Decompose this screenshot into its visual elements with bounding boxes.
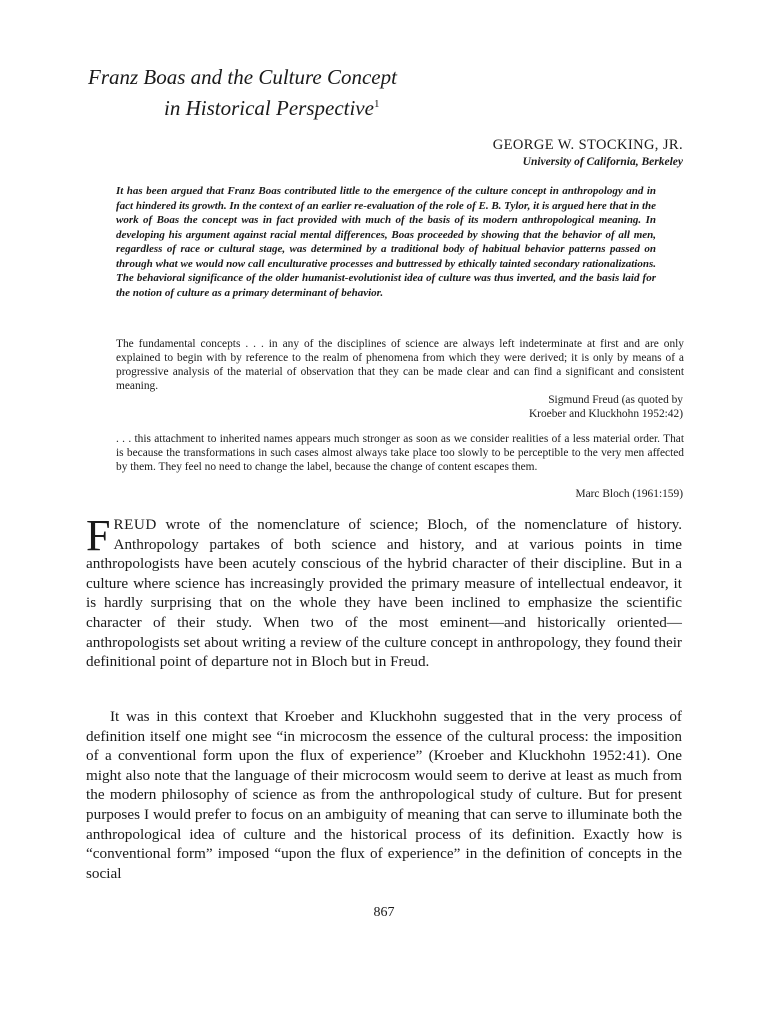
author-affiliation: University of California, Berkeley <box>522 156 683 168</box>
article-title <box>88 64 608 122</box>
epigraph-freud-attribution <box>529 393 683 421</box>
title-line-2-wrap <box>88 91 608 122</box>
body-paragraph-1-text: wrote of the nomenclature of science; Bloch, of the nomenclature of history. Anthropology partakes of both science and history, and at various points in time anthropologists have been acutely conscious of the hybrid character of their discipline. But in a culture where science has increasingly provided the primary measure of intellectual endeavor, it is hardly surprising that on the whole they have been inclined to emphasize the scientific character of their study. When two of the most eminent—and historically oriented—anthropologists set about writing a review of the culture concept in anthropology, they found their definitional point of departure not in Bloch but in Freud. <box>86 516 682 671</box>
title-footnote-marker: 1 <box>373 98 380 110</box>
epigraph-freud-attribution-line1: Sigmund Freud (as quoted by <box>548 394 683 406</box>
body-paragraph-1 <box>86 511 682 672</box>
abstract: It has been argued that Franz Boas contributed little to the emergence of the culture concept in anthropology and in fact hindered its growth. In the context of an earlier re-evaluation of the role of E. B. Tylor, it is argued here that in the work of Boas the concept was in fact provided with much of the basis of its modern anthropological meaning. In developing his argument against racial mental differences, Boas proceeded by showing that the behavior of all men, regardless of race or cultural stage, was determined by a traditional body of habitual behavior patterns passed on through what we would now call enculturative processes and buttressed by ethically tainted secondary rationalizations. The behavioral significance of the older humanist-evolutionist idea of culture was thus inverted, and the basis laid for the notion of culture as a primary determinant of behavior. <box>116 185 656 299</box>
page-number: 867 <box>373 905 395 920</box>
epigraph-bloch-attribution: Marc Bloch (1961:159) <box>575 488 683 500</box>
body-paragraph-2: It was in this context that Kroeber and Kluckhohn suggested that in the very process of definition itself one might see “in microcosm the essence of the cultural process: the imposition of a conventional form upon the flux of experience” (Kroeber and Kluckhohn 1952:41). One might also note that the language of their microcosm would seem to derive at least as much from the modern philosophy of science as from the anthropological study of culture. But for present purposes I would prefer to focus on an ambiguity of meaning that can serve to illuminate both the anthropological idea of culture and the historical process of its definition. Exactly how is “conventional form” imposed “upon the flux of experience” in the definition of concepts in the social <box>86 708 682 882</box>
title-line-2: in Historical Perspective <box>164 96 374 120</box>
drop-cap: F <box>86 511 111 560</box>
epigraph-bloch: . . . this attachment to inherited names appears much stronger as soon as we consider realities of a less material order. That is because the transformations in such cases almost always take place too slowly to be perceptible to the very men affected by them. They feel no need to change the label, because the change of content escapes them. <box>116 433 684 473</box>
title-line-1: Franz Boas and the Culture Concept <box>88 65 397 89</box>
author-name: GEORGE W. STOCKING, JR. <box>492 137 683 153</box>
opening-smallcaps: REUD <box>113 516 157 533</box>
epigraph-freud-attribution-line2: Kroeber and Kluckhohn 1952:42) <box>528 408 683 420</box>
epigraph-freud: The fundamental concepts . . . in any of the disciplines of science are always left indeterminate at first and are only explained to begin with by reference to the realm of phenomena from which they were derived; it is only by means of a progressive analysis of the material of observation that they can be made clear and can find a significant and consistent meaning. <box>116 338 684 392</box>
